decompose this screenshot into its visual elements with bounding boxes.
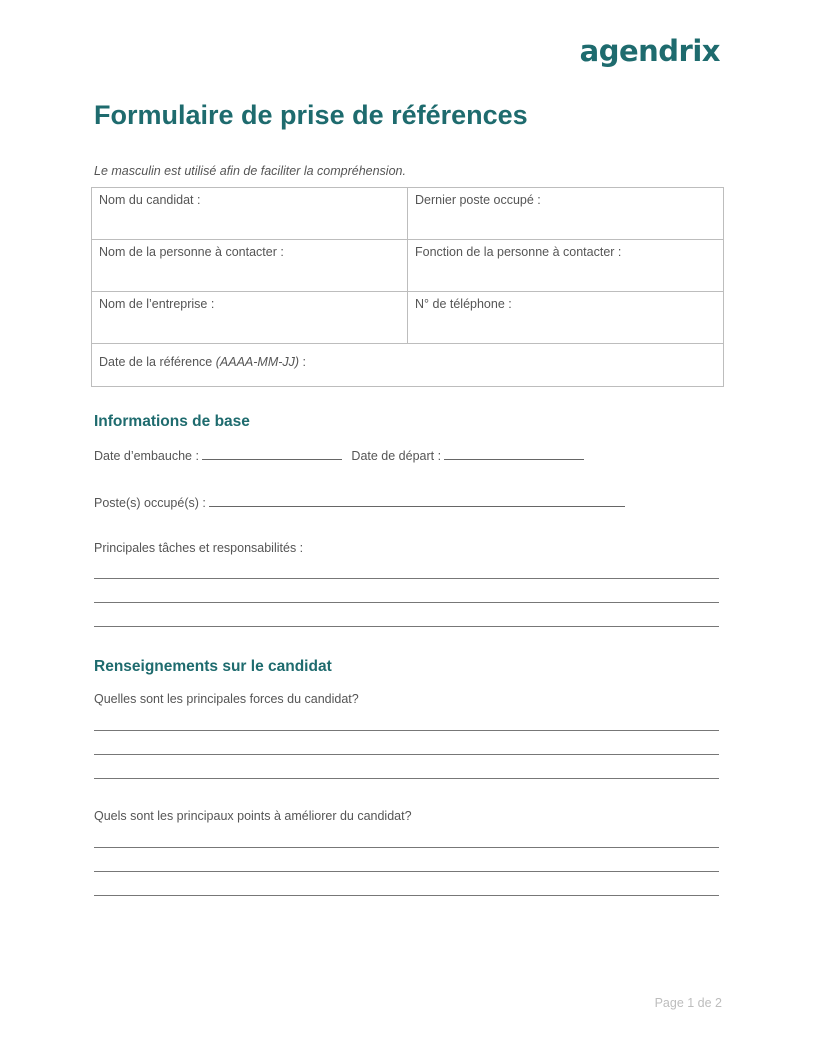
contact-name-field[interactable] (92, 240, 408, 292)
improvements-answer-line[interactable] (94, 847, 719, 848)
contact-name-label: Nom de la personne à contacter : (99, 245, 284, 259)
dates-row (94, 447, 584, 463)
positions-blank[interactable] (209, 494, 625, 507)
improvements-answer-line[interactable] (94, 871, 719, 872)
hire-date-label: Date d’embauche : (94, 449, 199, 463)
improvements-answer-line[interactable] (94, 895, 719, 896)
positions-row (94, 494, 625, 510)
company-name-field[interactable] (92, 292, 408, 344)
improvements-question: Quels sont les principaux points à améliorer du candidat? (94, 809, 412, 823)
tasks-answer-line[interactable] (94, 602, 719, 603)
contact-function-field[interactable] (408, 240, 724, 292)
gender-note: Le masculin est utilisé afin de faciliter la compréhension. (94, 164, 406, 178)
departure-date-blank[interactable] (444, 447, 584, 460)
strengths-answer-line[interactable] (94, 730, 719, 731)
agendrix-logo: agendrix (579, 34, 720, 68)
hire-date-blank[interactable] (202, 447, 342, 460)
reference-date-field[interactable] (92, 344, 724, 387)
phone-label: N° de téléphone : (415, 297, 512, 311)
tasks-answer-line[interactable] (94, 626, 719, 627)
strengths-answer-line[interactable] (94, 778, 719, 779)
candidate-name-label: Nom du candidat : (99, 193, 201, 207)
tasks-label: Principales tâches et responsabilités : (94, 541, 304, 555)
contact-function-label: Fonction de la personne à contacter : (415, 245, 622, 259)
tasks-answer-line[interactable] (94, 578, 719, 579)
last-position-label: Dernier poste occupé : (415, 193, 541, 207)
departure-date-label: Date de départ : (351, 449, 442, 463)
company-name-label: Nom de l’entreprise : (99, 297, 215, 311)
strengths-answer-line[interactable] (94, 754, 719, 755)
reference-date-colon: : (299, 355, 307, 369)
strengths-question: Quelles sont les principales forces du candidat? (94, 692, 359, 706)
positions-label: Poste(s) occupé(s) : (94, 496, 206, 510)
last-position-field[interactable] (408, 188, 724, 240)
basic-info-heading: Informations de base (94, 413, 250, 430)
candidate-info-heading: Renseignements sur le candidat (94, 658, 332, 675)
candidate-name-field[interactable] (92, 188, 408, 240)
reference-date-format: (AAAA-MM-JJ) (215, 355, 300, 369)
candidate-info-table (91, 187, 724, 387)
reference-date-label: Date de la référence (99, 355, 213, 369)
page-title: Formulaire de prise de références (94, 100, 528, 130)
page-number: Page 1 de 2 (654, 996, 722, 1010)
phone-field[interactable] (408, 292, 724, 344)
